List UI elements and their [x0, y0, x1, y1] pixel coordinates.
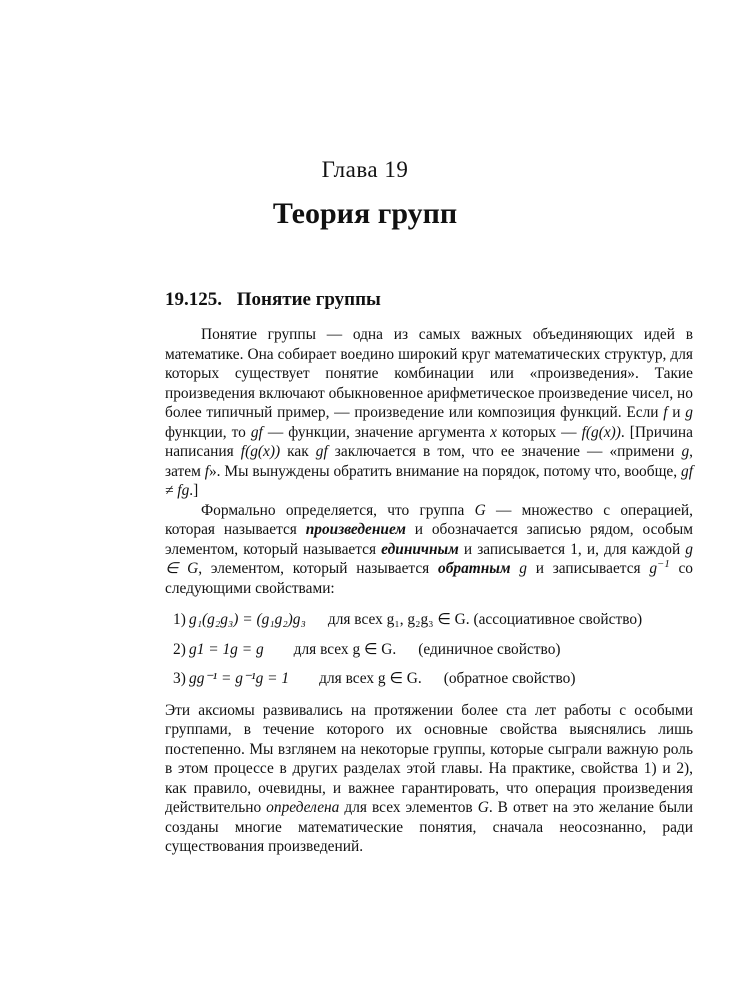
paragraph-history	[165, 701, 693, 857]
text-run: и записывается 1, и, для каждой	[458, 540, 686, 558]
group-axioms-list	[165, 610, 693, 689]
axiom-condition: для всех g₁, g₂g₃ ∈ G.	[327, 611, 470, 628]
text-run: функции, то	[165, 423, 251, 441]
axiom-item	[165, 610, 693, 630]
math-gf: gf	[315, 443, 328, 460]
axiom-formula: g₁(g₂g₃) = (g₁g₂)g₃	[189, 611, 306, 628]
math-f: f	[663, 404, 668, 421]
section-heading	[165, 289, 381, 311]
axiom-number: 3)	[173, 670, 186, 687]
text-run: которых —	[497, 423, 582, 441]
math-x: x	[490, 423, 497, 441]
text-run: — функции, значение аргумента	[262, 423, 491, 441]
text-run: как	[280, 443, 316, 460]
axiom-note: (ассоциативное свойство)	[473, 611, 643, 628]
text-run: для всех элементов	[339, 799, 478, 816]
math-fgx: f(g(x))	[240, 443, 281, 460]
chapter-label: Глава 19	[321, 157, 409, 182]
text-run: ». Мы вынуждены обратить внимание на порядок, потому что, вообще,	[208, 462, 682, 480]
text-run: со следующими свойствами:	[165, 560, 693, 597]
paragraph-intro	[165, 325, 693, 501]
text-run: и записывается	[526, 560, 650, 577]
term-defined: определена	[266, 799, 340, 816]
axiom-condition: для всех g ∈ G.	[293, 640, 397, 658]
text-run: Эти аксиомы развивались на протяжении более ста лет работы с особыми группами, в течение которого их основные свойства выяснялись лишь постепенно. Мы взглянем на некоторые группы, которые сыграли важную роль в этом процессе в других разделах этой главы. На практике, свойства 1) и 2), как правило, очевидны, и важнее гарантировать, что операция произведения действительно	[165, 701, 693, 816]
axiom-note: (обратное свойство)	[443, 670, 576, 687]
math-exponent: −1	[657, 557, 670, 570]
term-inverse: обратным	[438, 560, 511, 577]
math-g-in-G: g ∈ G	[165, 540, 693, 577]
axiom-formula: gg⁻¹ = g⁻¹g = 1	[189, 670, 290, 687]
text-run: Понятие группы — одна из самых важных объединяющих идей в математике. Она собирает воедино широкий круг математических структур, для которых существует понятие комбинации или «произведения». Такие произведения включают обыкновенное арифметическое произведение чисел, но более типичный пример, — произведение или композиция функций. Если	[165, 326, 693, 421]
axiom-number: 1)	[173, 611, 186, 628]
math-G: G	[474, 501, 486, 519]
term-identity: единичным	[381, 540, 459, 558]
axiom-formula: g1 = 1g = g	[189, 640, 264, 658]
term-product: произведением	[305, 521, 406, 538]
math-fgx: f(g(x))	[581, 423, 621, 441]
math-g: g	[649, 560, 658, 577]
text-run	[511, 560, 520, 577]
axiom-item	[165, 640, 693, 660]
text-run: , затем	[165, 443, 693, 480]
text-run: и	[667, 404, 686, 421]
math-gf: gf	[250, 423, 263, 441]
section-body	[165, 325, 693, 857]
paragraph-definition	[165, 501, 693, 599]
math-f: f	[204, 462, 209, 480]
text-run: . В ответ на это желание были созданы многие математические понятия, сначала неосознанно, ради существования произведений.	[165, 799, 693, 855]
math-g: g	[681, 443, 690, 460]
text-run: . [Причина написания	[165, 423, 693, 460]
section-title: Понятие группы	[236, 289, 381, 310]
math-noncommutative: gf ≠ fg	[165, 462, 693, 499]
math-g: g	[519, 560, 527, 577]
math-g: g	[685, 404, 693, 421]
math-g-inverse	[649, 557, 670, 577]
axiom-condition: для всех g ∈ G.	[319, 670, 422, 687]
text-run: Формально определяется, что группа	[201, 501, 475, 519]
axiom-note: (единичное свойство)	[418, 640, 561, 658]
chapter-title: Теория групп	[272, 197, 458, 230]
math-G: G	[477, 799, 489, 816]
text-run: , элементом, который называется	[198, 560, 438, 577]
text-run: и обозначается записью рядом, особым элементом, который называется	[165, 521, 693, 558]
axiom-number: 2)	[173, 640, 186, 658]
text-run: заключается в том, что ее значение — «примени	[327, 443, 682, 460]
axiom-item	[165, 669, 693, 689]
text-run: — множество с операцией, которая называется	[165, 501, 693, 538]
text-run: .]	[189, 482, 199, 499]
section-number: 19.125.	[165, 289, 222, 310]
